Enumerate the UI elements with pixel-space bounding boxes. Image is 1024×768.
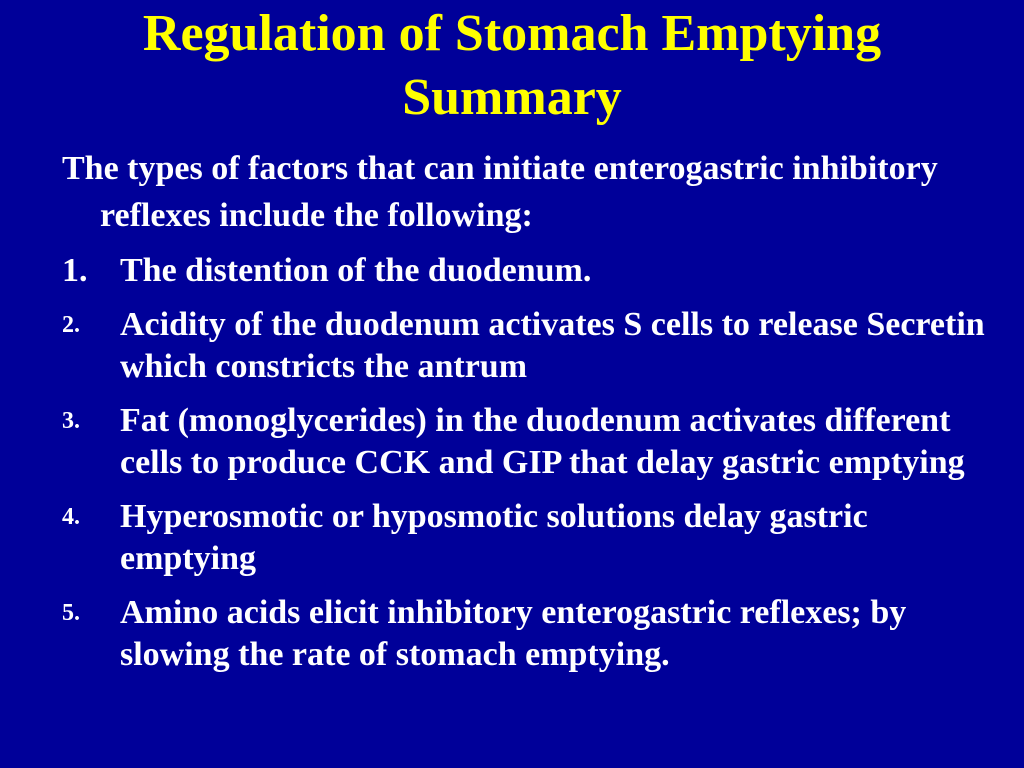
intro-paragraph: The types of factors that can initiate enterogastric inhibitory reflexes include the following: — [62, 150, 938, 234]
list-item — [62, 592, 992, 676]
list-item-text: Hyperosmotic or hyposmotic solutions delay gastric emptying — [120, 498, 868, 577]
slide-title-line-1: Regulation of Stomach Emptying — [142, 5, 882, 62]
list-item — [62, 496, 992, 580]
slide-title — [0, 2, 1024, 130]
list-item-number: 1. — [62, 252, 88, 289]
list-item — [62, 400, 992, 484]
list-item-number: 5. — [62, 600, 80, 626]
list-item — [62, 250, 992, 292]
factor-list — [62, 250, 992, 688]
list-item-number: 2. — [62, 312, 80, 338]
list-item-text: Amino acids elicit inhibitory enterogastric reflexes; by slowing the rate of stomach emptying. — [120, 594, 907, 673]
list-item-text: The distention of the duodenum. — [120, 252, 592, 289]
slide-title-line-2: Summary — [402, 69, 622, 126]
list-item-number: 4. — [62, 504, 80, 530]
list-item-text: Acidity of the duodenum activates S cells to release Secretin which constricts the antrum — [120, 306, 985, 385]
list-item-text: Fat (monoglycerides) in the duodenum activates different cells to produce CCK and GIP that delay gastric emptying — [120, 402, 965, 481]
list-item — [62, 304, 992, 388]
list-item-number: 3. — [62, 408, 80, 434]
